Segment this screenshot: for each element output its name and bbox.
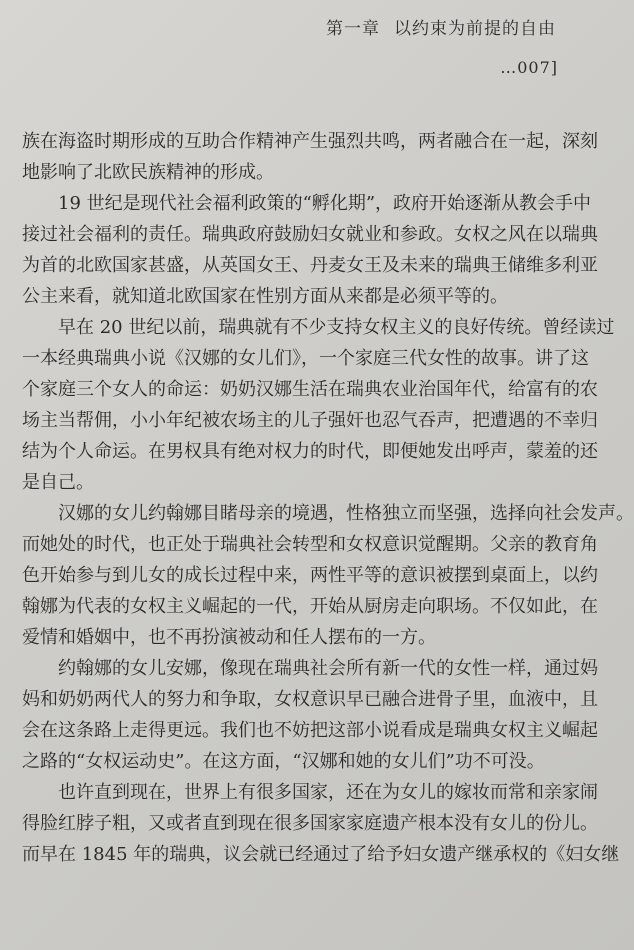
text-line: 个家庭三个女人的命运：奶奶汉娜生活在瑞典农业治国年代，给富有的农 bbox=[22, 379, 598, 400]
running-header bbox=[326, 14, 556, 39]
text-line: 是自己。 bbox=[22, 472, 94, 493]
text-line: 得脸红脖子粗，又或者直到现在很多国家家庭遗产根本没有女儿的份儿。 bbox=[22, 813, 598, 834]
text-line: 色开始参与到儿女的成长过程中来，两性平等的意识被摆到桌面上，以约 bbox=[22, 565, 598, 586]
text-line: 公主来看，就知道北欧国家在性别方面从来都是必须平等的。 bbox=[22, 286, 508, 307]
text-line: 约翰娜的女儿安娜，像现在瑞典社会所有新一代的女性一样，通过妈 bbox=[58, 658, 598, 679]
chapter-label: 第一章 bbox=[326, 19, 380, 39]
text-line: 接过社会福利的责任。瑞典政府鼓励妇女就业和参政。女权之风在以瑞典 bbox=[22, 224, 598, 245]
text-line: 19 世纪是现代社会福利政策的“孵化期”，政府开始逐渐从教会手中 bbox=[58, 193, 592, 214]
text-line: 一本经典瑞典小说《汉娜的女儿们》，一个家庭三代女性的故事。讲了这 bbox=[22, 348, 589, 369]
text-line: 而早在 1845 年的瑞典，议会就已经通过了给予妇女遗产继承权的《妇女继 bbox=[22, 844, 620, 865]
text-line: 爱情和婚姻中，也不再扮演被动和任人摆布的一方。 bbox=[22, 627, 436, 648]
chapter-title: 以约束为前提的自由 bbox=[394, 19, 556, 39]
text-line: 妈和奶奶两代人的努力和争取，女权意识早已融合进骨子里，血液中，且 bbox=[22, 689, 598, 710]
text-line: 也许直到现在，世界上有很多国家，还在为女儿的嫁妆而常和亲家闹 bbox=[58, 782, 598, 803]
body-text bbox=[22, 126, 634, 870]
text-line: 早在 20 世纪以前，瑞典就有不少支持女权主义的良好传统。曾经读过 bbox=[58, 317, 615, 338]
text-line: 为首的北欧国家甚盛，从英国女王、丹麦女王及未来的瑞典王储维多利亚 bbox=[22, 255, 598, 276]
text-line: 族在海盗时期形成的互助合作精神产生强烈共鸣，两者融合在一起，深刻 bbox=[22, 131, 598, 152]
text-line: 场主当帮佣，小小年纪被农场主的儿子强奸也忍气吞声，把遭遇的不幸归 bbox=[22, 410, 598, 431]
text-line: 汉娜的女儿约翰娜目睹母亲的境遇，性格独立而坚强，选择向社会发声。 bbox=[58, 503, 634, 524]
text-line: 翰娜为代表的女权主义崛起的一代，开始从厨房走向职场。不仅如此，在 bbox=[22, 596, 598, 617]
text-line: 地影响了北欧民族精神的形成。 bbox=[22, 162, 274, 183]
page-number: …007] bbox=[500, 58, 558, 77]
text-line: 之路的“女权运动史”。在这方面，“汉娜和她的女儿们”功不可没。 bbox=[22, 751, 545, 772]
text-line: 而她处的时代，也正处于瑞典社会转型和女权意识觉醒期。父亲的教育角 bbox=[22, 534, 598, 555]
text-line: 会在这条路上走得更远。我们也不妨把这部小说看成是瑞典女权主义崛起 bbox=[22, 720, 598, 741]
text-line: 结为个人命运。在男权具有绝对权力的时代，即便她发出呼声，蒙羞的还 bbox=[22, 441, 598, 462]
